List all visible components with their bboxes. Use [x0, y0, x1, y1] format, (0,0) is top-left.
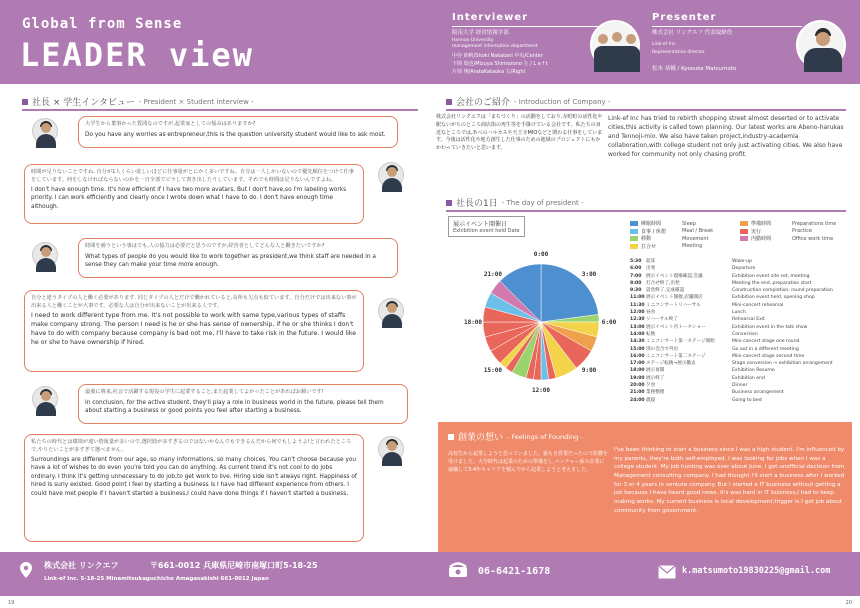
founding-text-jp: 高校生から起業しようと思っていました。親も自営業だったので影響を受けました。大学時代は起業のための準備をし,ベンチャー系の企業に就職して3-4年キャリアを積んでから起業しようと考えました。: [448, 451, 609, 473]
footer-email: k.matsumoto19830225@gmail.com: [682, 566, 831, 576]
schedule-row: 14:30 ミニコンサート第一ステージ開始 Mini-concert stage one round: [630, 339, 800, 345]
president-avatar: [378, 436, 404, 462]
answer-bubble: 自分と違うタイプの人と働く必要があります. 同じタイプの人とだけで働かれていると,長所も欠点も似ています。自分だけでは出来ない事が出来る人と働くことが大事です。必要な人は自分が出来ないことが出来る人です。 I need to work different type from me. It's not possible to work with same type,various types of staffs make company strong. The person I need is he or she has sense of ownership, if he or she thinks I don't have to do with company because company is bad not me, I'll have to take risk in the future. I would like he or she to have ownership if hired.: [24, 290, 364, 372]
schedule-row: 20:00 夕食 Dinner: [630, 383, 748, 389]
footer-company: 株式会社 リンクエフ: [44, 561, 119, 570]
legend-item: 食事 / 休憩 Meal / Break: [630, 228, 713, 235]
students-photo: [590, 20, 640, 70]
student-avatar: [32, 118, 58, 144]
page-number: 19: [8, 600, 15, 606]
schedule-row: 15:00 別の会合で外出 Go out in a different meeting: [630, 346, 799, 352]
interview-section-header: 社長 × 学生インタビュー - President × Student interview -: [22, 95, 418, 108]
schedule-row: 9:30 設営終了,完成確認 Construction completion, round preparation: [630, 288, 833, 294]
legend-item: 打合せ Meeting: [630, 243, 702, 250]
schedule-row: 11:30 ミニコンサートリハーサル Mini-concert rehearsal: [630, 302, 784, 308]
question-bubble: 最後に将来,社会で活躍する現役の学生に起業すること,また起業してよかったことがあればお願いです! In conclusion, for the active student, they'll play a role in business world in the future, please tell them about starting a business or good points you feel after starting a business.: [78, 384, 408, 424]
president-avatar: [378, 298, 404, 324]
right-page: [430, 0, 860, 608]
student-avatar: [32, 386, 58, 412]
clock-label: 21:00: [483, 270, 502, 278]
schedule-row: 19:00 展示終了 Exhibition end: [630, 375, 765, 381]
schedule-row: 17:00 ステージ転換→展示撤去 Stage conversion → exhibition arrangement: [630, 361, 833, 367]
legend-item: 準備時間 Preparations time: [740, 220, 836, 227]
page-number: 20: [845, 600, 852, 606]
footer-phone: 06-6421-1678: [478, 566, 551, 577]
header-band-right: Interviewer 阪南大学 経営情報学部 Hannan University management information department 中谷 紗帆/Shoki Nakatani 中央/Center 下間 瑞也/Mizuya Shimozono 左 / L e f t 片岡 翔/ArataKataoka 右/Right Presenter 株式会社 リンクエフ 代表取締役 Link-ef Inc. Representative director 松本 恭輔 / Kyosuke Matsumoto: [430, 0, 860, 84]
clock-label: 15:00: [483, 367, 502, 375]
intro-text-jp: 株式会社リンクエフは「まちづくり」の活動をしており,寺町町の活性化や駅ないがちのところ商店街の再生等を手掛けている会社です。私たちの身近なところでは,あべのハルカスや天王寺MIOなどと関わる仕事をしています。今後は活性化や地方創生した仕事のための地域のプロジェクトにもかかわっていきたいと思います。: [436, 114, 603, 151]
kicker: Global from Sense: [22, 16, 183, 32]
schedule-row: 16:00 ミニコンサート第二ステージ Mini-concert stage second time: [630, 353, 805, 359]
legend-item: 実行 Practice: [740, 228, 812, 235]
clock-label: 12:00: [531, 387, 551, 394]
schedule-row: 24:00 就寝 Going to bed: [630, 397, 762, 403]
schedule-row: 12:00 昼食 Lunch: [630, 310, 746, 316]
footer-band-right: [430, 552, 860, 596]
interviewer-label: Interviewer: [452, 12, 529, 23]
schedule-row: 7:00 展示イベント現場確認,会議 Exhibition event site set, meeting: [630, 273, 810, 279]
schedule-row: 21:00 業務整理 Business arrangement: [630, 390, 784, 396]
day-section-header: 社長の1日 - The day of president -: [446, 196, 846, 209]
answer-bubble: 時間が足りないことですね. 自分が1人くらい欲しいほどに仕事量がとにかく多いですね。自分は一人しかいないので優先順位をつけて仕事をしています。何をしなければならないのかを一日全部でビラして書き出したりしています。それでも時間は足りないんですよね。 I don't have enough time. It's how efficient if I have two more avatars. But I don't have,so I'm labeling works priority. I can work efficiently and clearly once I wrote down what I have to do. I don't have enough time although.: [24, 164, 364, 224]
answer-bubble: 私たちの時代とは環境が違い情報量が多いので,選択肢が多すぎるのではないかなんでもできるんだから何でもしようよ!と言われたところで,やりたいことが多すぎて選べません。 Surroundings are different from our age, so many informations, so many choices. You can't choose because you have a lot of wishes to do even you're told you can do anything. As current trend it's not cool to do jobs ordinary. I think it's getting unnecessary to do job,to get work to live. Hiring side isn't always right. Happiness of hired is surly existed. Good point I feel by starting a business is I have had different experience from others. I could have met people if I haven't started a business,I could have done things if I haven't started a business.: [24, 434, 364, 542]
clock-label: 3:00: [581, 270, 597, 278]
clock-label: 0:00: [533, 251, 549, 258]
square-icon: [446, 200, 452, 206]
intro-section-header: 会社のご紹介 - Introduction of Company -: [446, 95, 846, 108]
clock-label: 6:00: [601, 319, 617, 326]
footer-address-jp: 〒661-0012 兵庫県尼崎市南塚口町5-18-25: [150, 561, 318, 570]
legend-item: 睡眠時間 Sleep: [630, 220, 696, 227]
square-icon: [446, 99, 452, 105]
founding-text-en: I've been thinking to start a business since I was a high student. I'm influenced by my parents, they're both self-employed. I was looking for jobs when I was a college student. My job hunting was over about June. I got unofficial decision from Management consulting company. I had thought I'll start a business after I worked for 3 or 4 years in venture company. But I started a IT business without getting a job because I have heard good news. It's was hard in IT business,I had to keep making works. My current business is local development,trigger is I got job about community from government.: [614, 447, 845, 514]
location-pin-icon: [20, 562, 32, 578]
footer-band: [0, 552, 430, 596]
schedule-row: 18:00 展示再開 Exhibition Resume: [630, 368, 775, 374]
square-icon: [448, 434, 454, 440]
schedule-row: 8:00 打合せ終了,出発 Meeting the end, preparation start: [630, 280, 812, 286]
schedule-row: 11:00 展示イベント開催,店舗開店 Exhibition event held, opening shop: [630, 295, 815, 301]
schedule-row: 14:00 転換 Conversion: [630, 331, 758, 337]
president-avatar: [378, 162, 404, 188]
president-photo: [796, 20, 846, 70]
schedule-row: 6:00 出発 Departure: [630, 266, 756, 272]
header-band: [0, 0, 430, 84]
student-avatar: [32, 242, 58, 268]
legend-item: 内勤時間 Office work time: [740, 235, 833, 242]
footer-address-en: Link-ef Inc. 5-18-25 Minamitsukaguchicho Amagasakishi 661-0012 Japan: [44, 576, 269, 582]
schedule-row: 5:30 起床 Wake-up: [630, 259, 752, 264]
intro-text-en: Link-ef Inc has tried to rebirth shopping street almost deserted or to activate cities,this activity is called town planning. Our latest works are Abeno-harukas and Tennoji-mio. We also have taken project,industry-academia collaboration,with college student not only just activating cities. We also have worked for community not only chasing profit.: [608, 115, 844, 158]
founding-section-header: 創業の想い - Feelings of Founding -: [448, 430, 628, 443]
clock-label: 18:00: [463, 319, 483, 326]
page-title: LEADER view: [20, 36, 254, 74]
schedule-row: 13:00 展示イベント内トークショー Exhibition event in the talk show: [630, 324, 808, 330]
clock-label: 9:00: [581, 367, 597, 375]
founding-box: [438, 422, 852, 556]
day-pie-chart: [463, 240, 617, 400]
question-bubble: 時間を補うという事はでも,人の協力は必要だと思うのですが,経営者としてどんな人と働きたいですか? What types of people do you would like to work together as president,we think staff are needed in a sense they can make your time more enough.: [78, 238, 398, 278]
schedule-list: [630, 258, 858, 404]
pie-legend: [630, 220, 850, 250]
phone-icon: [448, 562, 468, 578]
question-bubble: 大学生から董事かった質問なのですが,起業家としての悩みはありますか? Do you have any worries as entrepreneur,this is the question university student would like to ask most.: [78, 116, 398, 148]
legend-item: 移動 Movement: [630, 235, 708, 242]
event-label: 展示イベント開催日 Exhibition event held Date: [448, 216, 525, 237]
square-icon: [22, 99, 28, 105]
schedule-row: 12:30 リハーサル終了 Rehearsal Exit: [630, 317, 765, 323]
presenter-label: Presenter: [652, 12, 717, 23]
mail-icon: [658, 564, 676, 578]
